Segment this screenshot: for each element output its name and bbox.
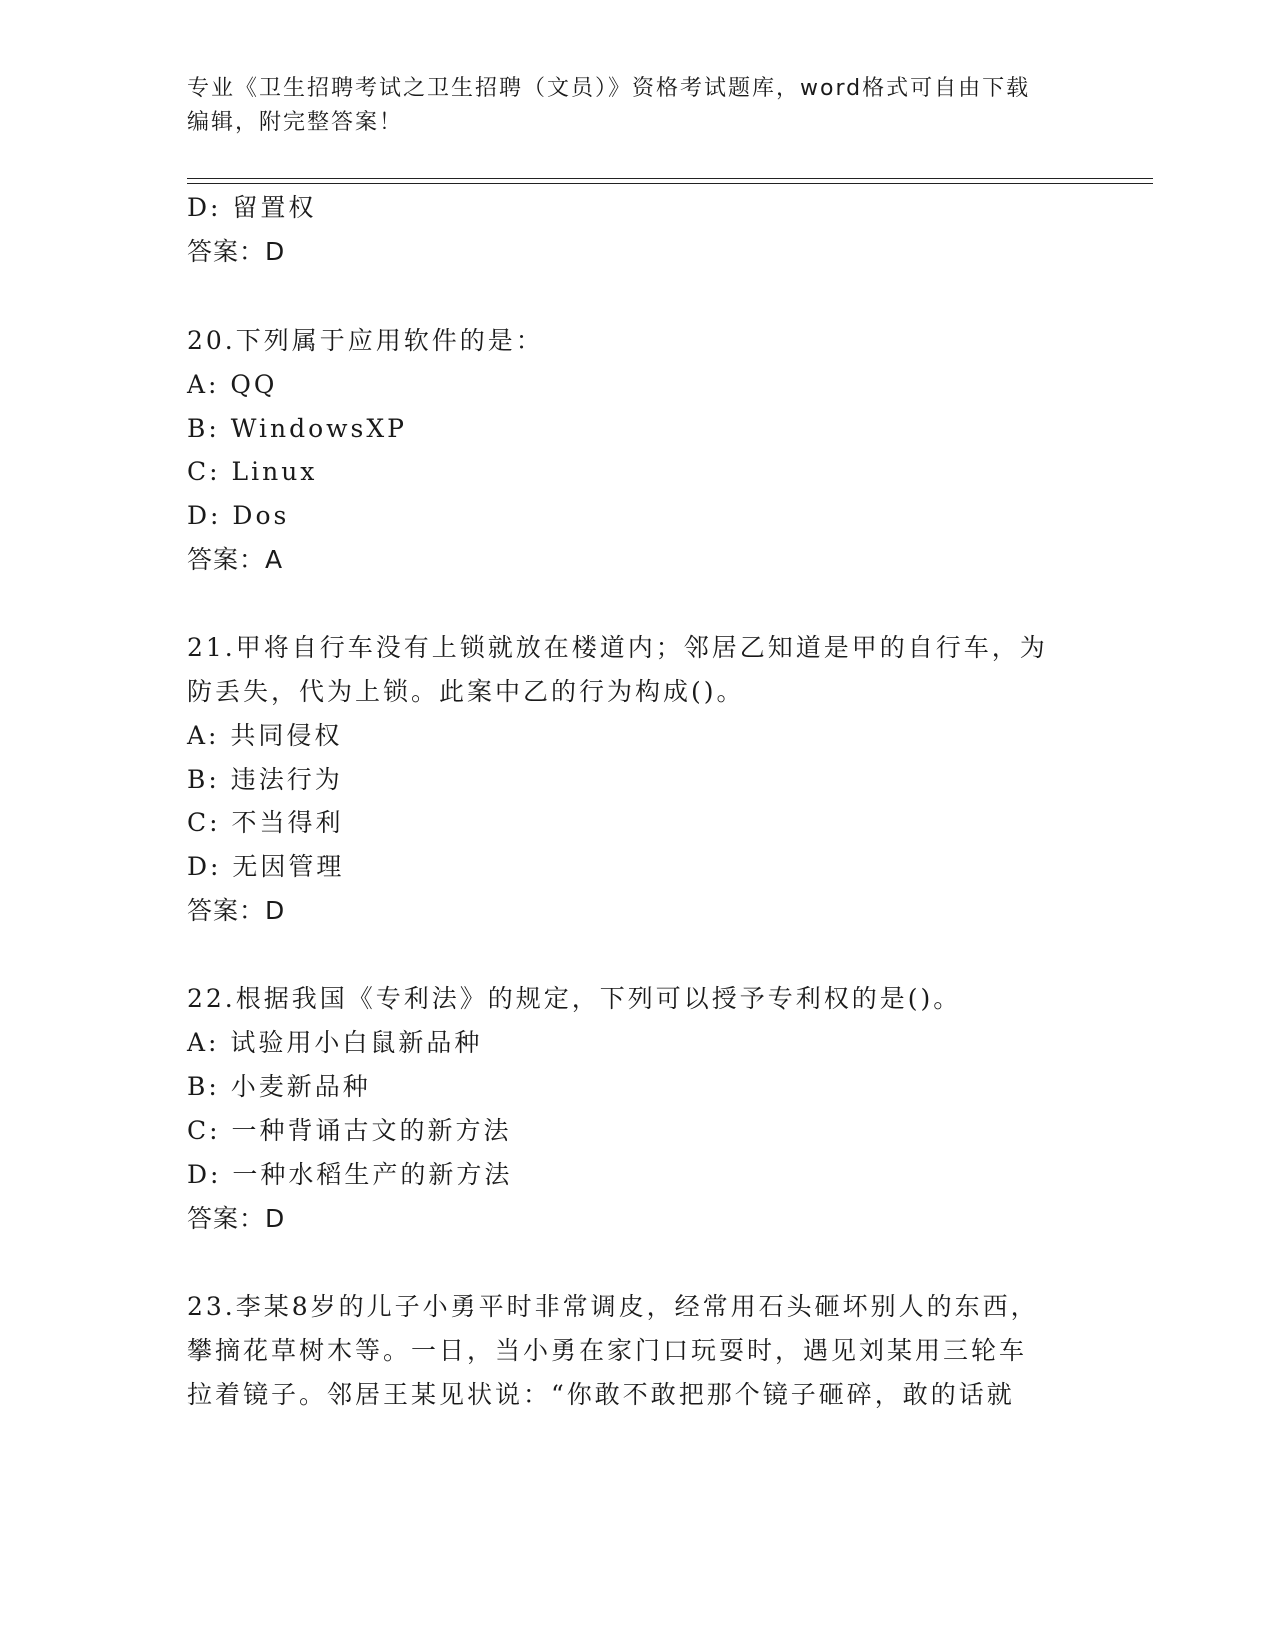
q21-option-d: D: 无因管理: [187, 852, 345, 881]
q22-option-d: D: 一种水稻生产的新方法: [187, 1160, 513, 1189]
q20-stem: 20.下列属于应用软件的是：: [187, 326, 544, 355]
prev-answer: 答案：D: [187, 237, 286, 266]
q21-stem-line-1: 21.甲将自行车没有上锁就放在楼道内；邻居乙知道是甲的自行车，为: [187, 633, 1048, 662]
q23-stem-line-2: 攀摘花草树木等。一日，当小勇在家门口玩耍时，遇见刘某用三轮车: [187, 1336, 1028, 1365]
prev-option-d: D: 留置权: [187, 193, 317, 222]
q23-stem-line-3: 拉着镜子。邻居王某见状说：“你敢不敢把那个镜子砸碎，敢的话就: [187, 1380, 1015, 1409]
q22-option-a: A: 试验用小白鼠新品种: [187, 1028, 483, 1057]
q20-option-c: C: Linux: [187, 457, 318, 486]
document-header: [187, 72, 1067, 140]
q22-option-c: C: 一种背诵古文的新方法: [187, 1116, 512, 1145]
header-line-2: 编辑，附完整答案！: [187, 110, 404, 135]
q21-option-c: C: 不当得利: [187, 808, 344, 837]
q21-stem-line-2: 防丢失，代为上锁。此案中乙的行为构成()。: [187, 677, 745, 706]
q20-option-b: B: WindowsXP: [187, 414, 407, 443]
q22-answer: 答案：D: [187, 1204, 286, 1233]
q22-option-b: B: 小麦新品种: [187, 1072, 371, 1101]
header-rule-bottom: [187, 183, 1153, 184]
q21-answer: 答案：D: [187, 896, 286, 925]
q23-stem-line-1: 23.李某8岁的儿子小勇平时非常调皮，经常用石头砸坏别人的东西，: [187, 1292, 1039, 1321]
q20-answer: 答案：A: [187, 545, 284, 574]
q21-option-b: B: 违法行为: [187, 765, 343, 794]
header-rule-top: [187, 178, 1153, 179]
q22-stem: 22.根据我国《专利法》的规定，下列可以授予专利权的是()。: [187, 984, 962, 1013]
q20-option-a: A: QQ: [187, 370, 278, 399]
header-line-1: 专业《卫生招聘考试之卫生招聘（文员）》资格考试题库，word格式可自由下载: [187, 76, 1031, 101]
q20-option-d: D: Dos: [187, 501, 290, 530]
q21-option-a: A: 共同侵权: [187, 721, 343, 750]
